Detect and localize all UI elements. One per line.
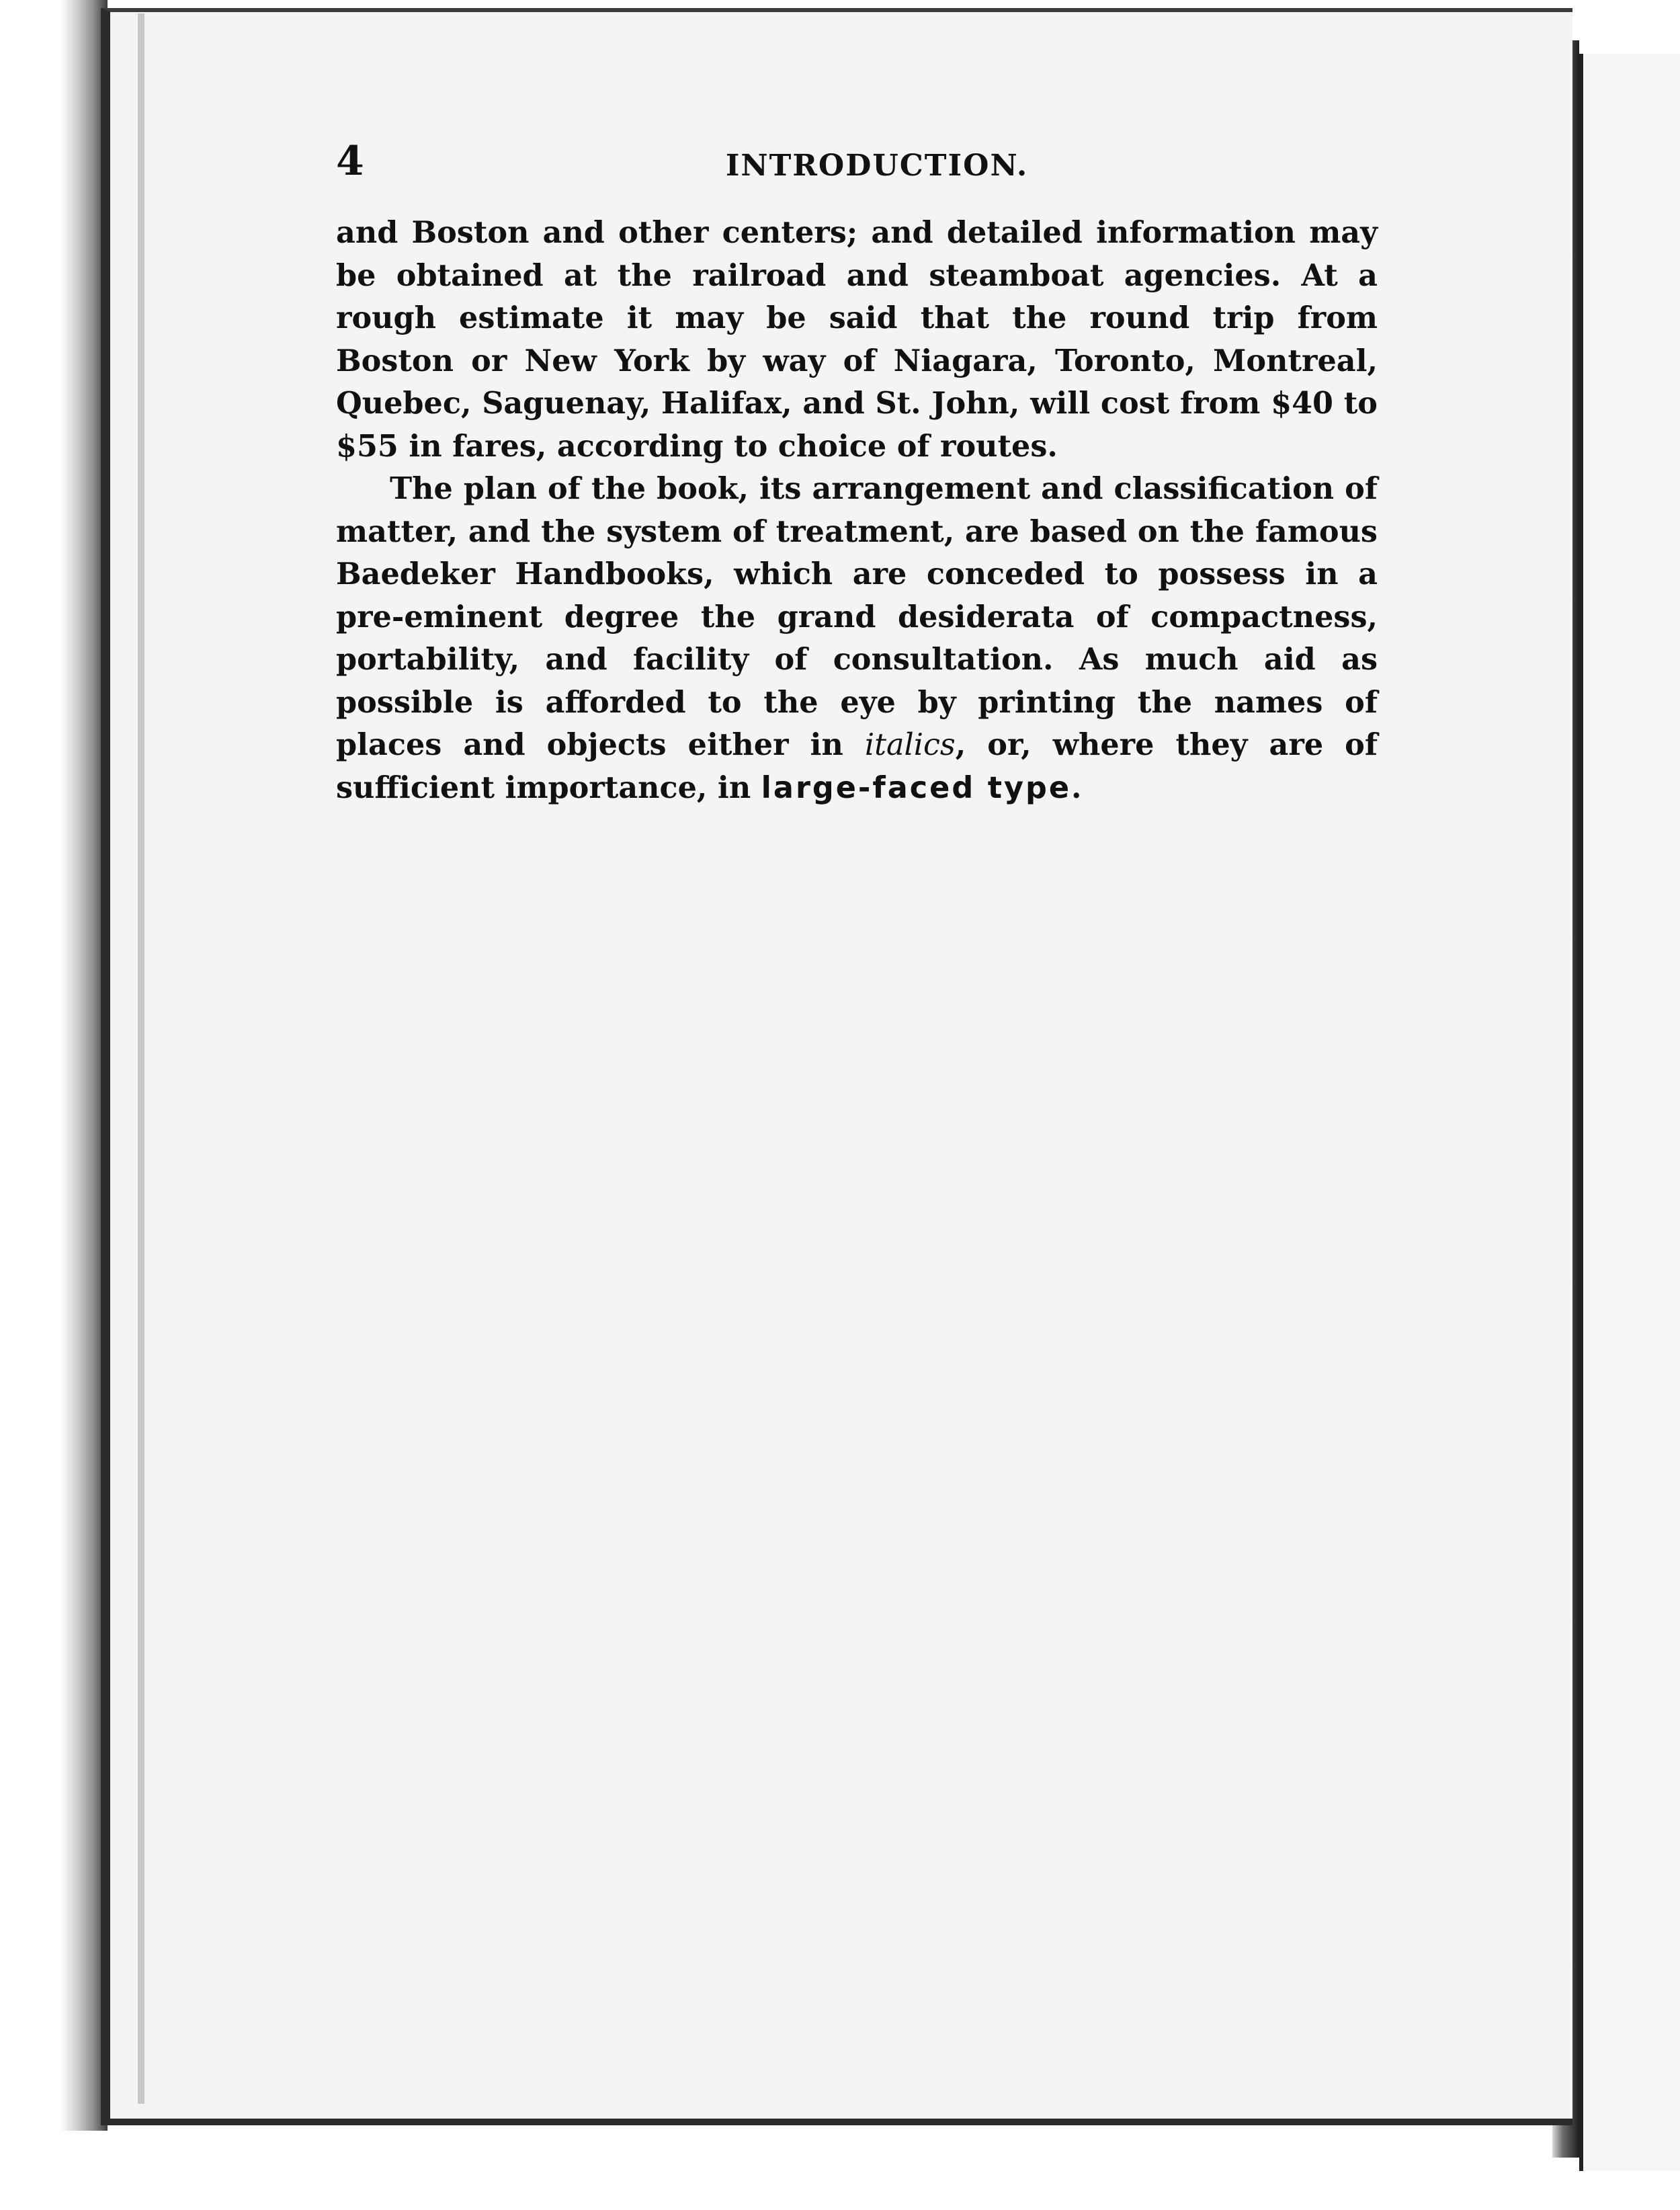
page-number: 4 <box>336 138 364 185</box>
page-margin-strip <box>138 13 144 2104</box>
paragraph-2-start: The plan of the book, its arrangement and classification of matter, and the system of treatment, are based on the famous Baedeker Handbooks, which are conceded to possess in a pre-eminent degree the grand desiderata of compactness, portability, and facility of consultation. As much aid as possible is afforded to the eye by printing the names of places and objects either in <box>336 471 1378 762</box>
adjacent-page-sliver <box>1579 54 1680 2171</box>
paragraph-2 <box>336 468 1378 809</box>
page-body <box>336 212 1378 809</box>
large-faced-type-phrase: large-faced type <box>761 770 1072 805</box>
italics-word: italics <box>864 728 956 762</box>
paragraph-2-middle: , or, where they are of sufficient importance, in <box>336 727 1378 805</box>
paragraph-1: and Boston and other centers; and detailed information may be obtained at the railroad and steamboat agencies. At a rough estimate it may be said that the round trip from Boston or New York by way of Niagara, Toronto, Montreal, Quebec, Saguenay, Halifax, and St. John, will cost from $40 to $55 in fares, according to choice of routes. <box>336 215 1378 464</box>
paragraph-2-end: . <box>1071 770 1082 805</box>
running-head: INTRODUCTION. <box>725 149 1029 183</box>
page-header <box>336 134 1378 188</box>
